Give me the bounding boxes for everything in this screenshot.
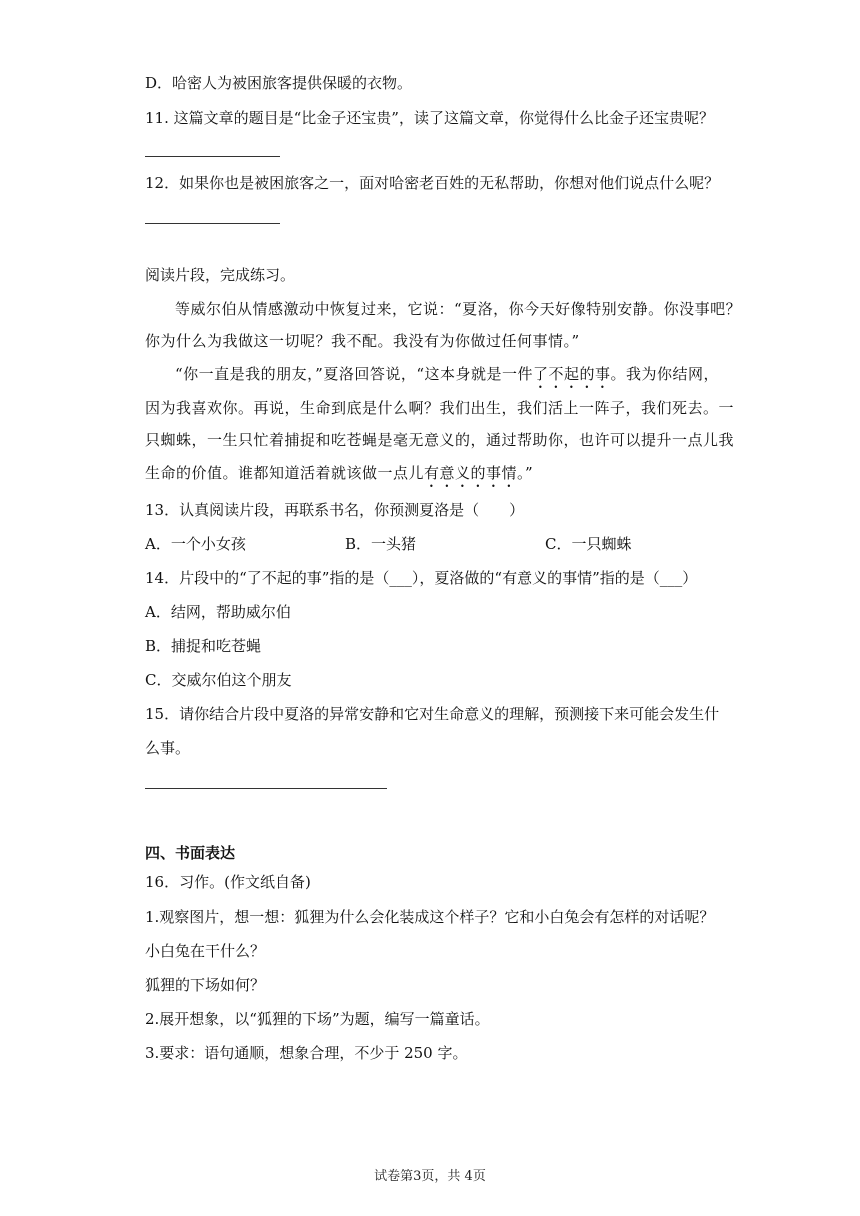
answer-blank-11 bbox=[145, 156, 280, 157]
essay-instruction: 3.要求：语句通顺，想象合理，不少于 250 字。 bbox=[145, 1044, 468, 1062]
section-heading: 四、书面表达 bbox=[145, 844, 236, 862]
passage-line: 因为我喜欢你。再说，生命到底是什么啊？我们出生，我们活上一阵子，我们死去。一 bbox=[145, 399, 735, 417]
question-15: 15．请你结合片段中夏洛的异常安静和它对生命意义的理解，预测接下来可能会发生什 bbox=[145, 705, 720, 723]
question-14: 14．片段中的“了不起的事”指的是（___），夏洛做的“有意义的事情”指的是（___） bbox=[145, 569, 698, 587]
passage-line: 只蜘蛛，一生只忙着捕捉和吃苍蝇是毫无意义的，通过帮助你，也许可以提升一点儿我 bbox=[145, 431, 735, 449]
question-11: 11. 这篇文章的题目是“比金子还宝贵”，读了这篇文章，你觉得什么比金子还宝贵呢？ bbox=[145, 109, 714, 127]
question-15-cont: 么事。 bbox=[145, 739, 191, 757]
q13-option-b[interactable]: B．一头猪 bbox=[345, 535, 417, 553]
essay-instruction: 小白兔在干什么？ bbox=[145, 942, 266, 960]
page-footer: 试卷第3页，共 4页 bbox=[374, 1169, 486, 1184]
essay-instruction: 1.观察图片，想一想：狐狸为什么会化装成这个样子？它和小白兔会有怎样的对话呢？ bbox=[145, 908, 715, 926]
emphasized-phrase: 了不起的事 bbox=[533, 365, 611, 383]
answer-blank-12 bbox=[145, 223, 280, 224]
answer-blank-15 bbox=[145, 788, 387, 789]
emphasized-phrase: 有意义的事情 bbox=[424, 464, 518, 482]
q14-option-c[interactable]: C．交威尔伯这个朋友 bbox=[145, 671, 292, 689]
essay-instruction: 2.展开想象，以“狐狸的下场”为题，编写一篇童话。 bbox=[145, 1010, 490, 1028]
question-12: 12．如果你也是被困旅客之一，面对哈密老百姓的无私帮助，你想对他们说点什么呢？ bbox=[145, 174, 720, 192]
question-16: 16．习作。(作文纸自备) bbox=[145, 873, 311, 891]
passage-line: 等威尔伯从情感激动中恢复过来，它说：“夏洛，你今天好像特别安静。你没事吧？ bbox=[175, 300, 742, 318]
reading-instruction: 阅读片段，完成练习。 bbox=[145, 266, 296, 284]
passage-line bbox=[145, 463, 533, 491]
passage-text: 。” bbox=[517, 464, 534, 482]
q13-option-a[interactable]: A．一个小女孩 bbox=[145, 535, 246, 553]
passage-text: 生命的价值。谁都知道活着就该做一点儿 bbox=[145, 464, 425, 482]
passage-text: “你一直是我的朋友，”夏洛回答说，“这本身就是一件 bbox=[175, 365, 534, 383]
passage-line: 你为什么为我做这一切呢？我不配。我没有为你做过任何事情。” bbox=[145, 332, 580, 350]
q14-option-a[interactable]: A．结网，帮助威尔伯 bbox=[145, 603, 291, 621]
essay-instruction: 狐狸的下场如何？ bbox=[145, 976, 266, 994]
q13-option-c[interactable]: C．一只蜘蛛 bbox=[545, 535, 632, 553]
passage-line bbox=[175, 364, 719, 392]
q14-option-b[interactable]: B．捕捉和吃苍蝇 bbox=[145, 637, 262, 655]
passage-text: 。我为你结网， bbox=[610, 365, 720, 383]
question-13: 13．认真阅读片段，再联系书名，你预测夏洛是（ ） bbox=[145, 501, 525, 519]
q10-option-d: D．哈密人为被困旅客提供保暖的衣物。 bbox=[145, 74, 413, 92]
